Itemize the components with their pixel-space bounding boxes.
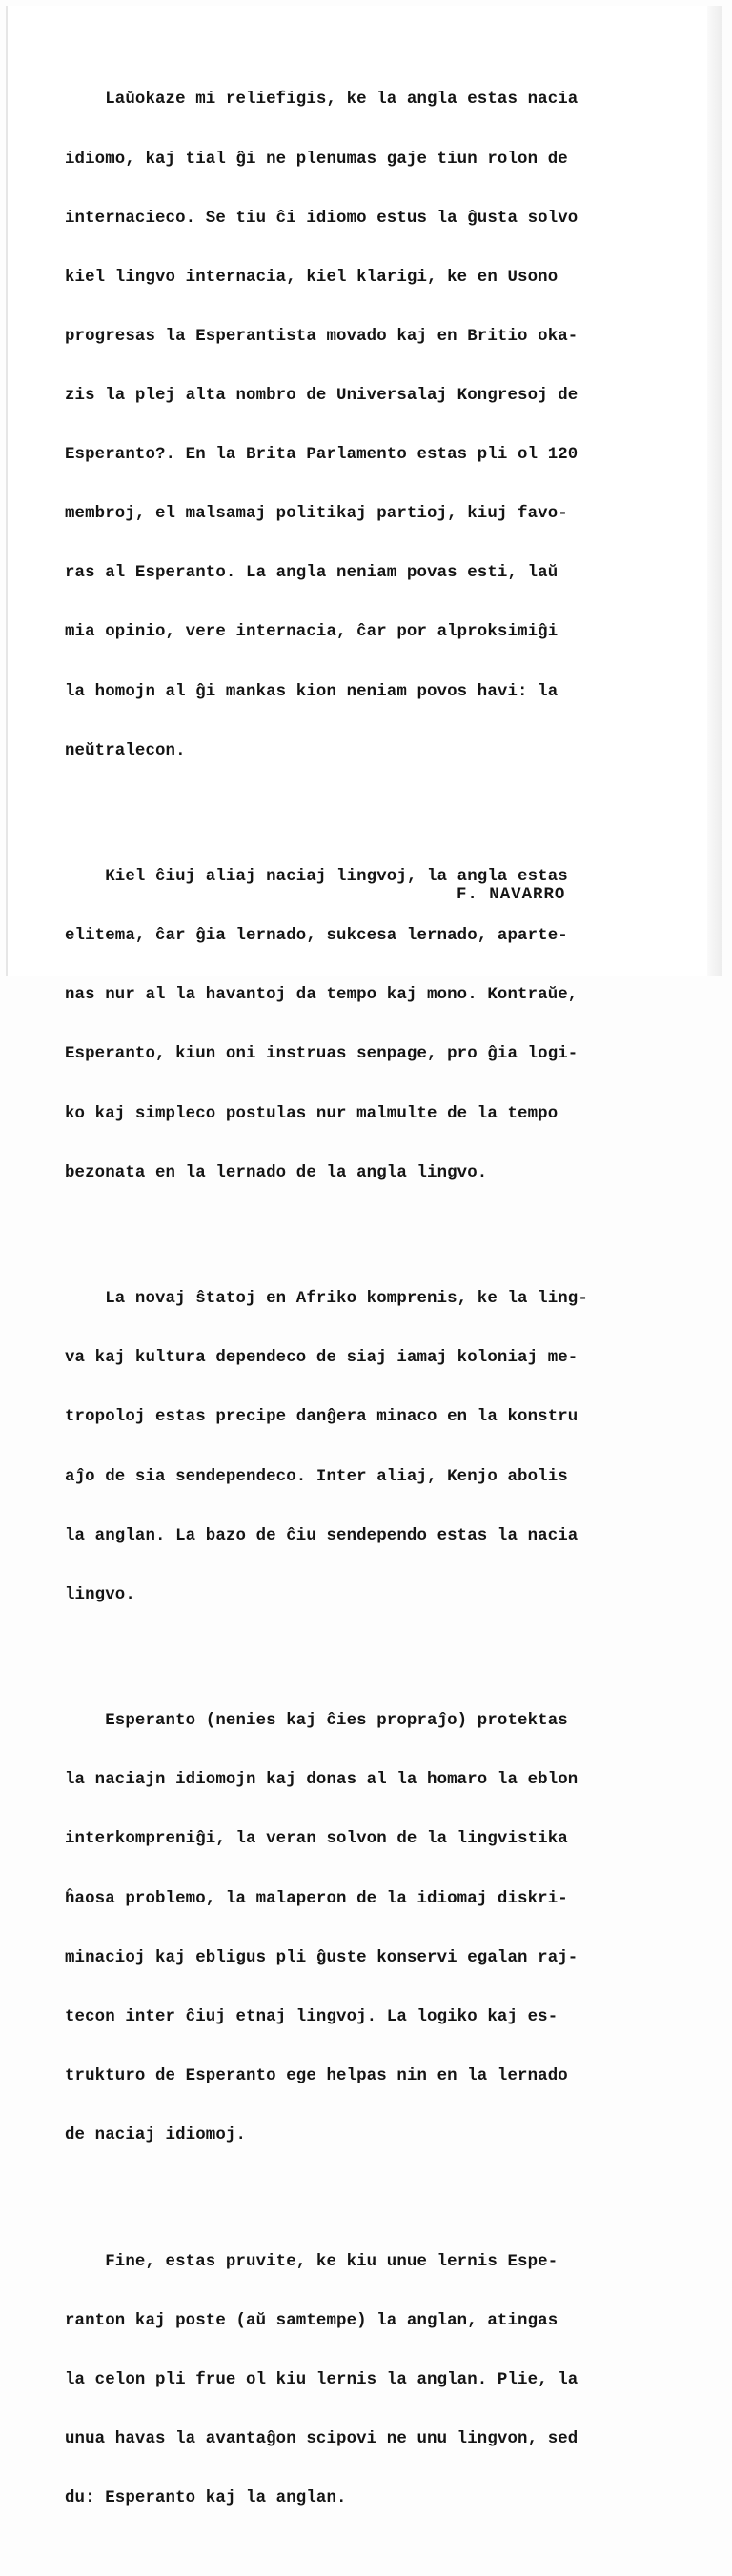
text-line: ranton kaj poste (aŭ samtempe) la anglan, atingas: [65, 2311, 559, 2330]
text-line: ras al Esperanto. La angla neniam povas esti, laŭ: [65, 564, 559, 583]
author-signature: F. NAVARRO: [457, 886, 566, 904]
text-line: kiel lingvo internacia, kiel klarigi, ke en Usono: [65, 268, 559, 287]
text-line: membroj, el malsamaj politikaj partioj, kiuj favo-: [65, 505, 568, 524]
text-line: progresas la Esperantista movado kaj en Britio oka-: [65, 327, 579, 346]
text-line: la homojn al ĝi mankas kion neniam povos havi: la: [65, 682, 559, 701]
article-body: [65, 51, 694, 2576]
text-line: la anglan. La bazo de ĉiu sendependo estas la nacia: [65, 1526, 579, 1545]
text-line: nas nur al la havantoj da tempo kaj mono. Kontraŭe,: [65, 986, 579, 1005]
text-line: ko kaj simpleco postulas nur malmulte de la tempo: [65, 1104, 559, 1123]
text-line: de naciaj idiomoj.: [65, 2126, 247, 2145]
paragraph-4: [65, 1673, 694, 2185]
paragraph-1: [65, 51, 694, 801]
paragraph-3: [65, 1251, 694, 1645]
text-line: Kiel ĉiuj aliaj naciaj lingvoj, la angla estas: [65, 868, 568, 887]
text-line: Laŭokaze mi reliefigis, ke la angla estas nacia: [65, 91, 579, 110]
text-line: du: Esperanto kaj la anglan.: [65, 2488, 347, 2507]
text-line: neŭtralecon.: [65, 741, 186, 760]
text-line: aĵo de sia sendependeco. Inter aliaj, Kenjo abolis: [65, 1467, 568, 1486]
document-page: [6, 6, 722, 2507]
text-line: mia opinio, vere internacia, ĉar por alproksimiĝi: [65, 623, 559, 642]
text-line: elitema, ĉar ĝia lernado, sukcesa lernado, aparte-: [65, 927, 568, 946]
text-line: Esperanto (nenies kaj ĉies propraĵo) protektas: [65, 1712, 568, 1731]
text-line: tecon inter ĉiuj etnaj lingvoj. La logiko kaj es-: [65, 2007, 559, 2026]
text-line: bezonata en la lernado de la angla lingvo.: [65, 1163, 488, 1182]
text-line: Esperanto, kiun oni instruas senpage, pro ĝia logi-: [65, 1045, 579, 1064]
text-line: trukturo de Esperanto ege helpas nin en la lernado: [65, 2066, 568, 2085]
paragraph-5: [65, 2213, 694, 2548]
text-line: Esperanto?. En la Brita Parlamento estas pli ol 120: [65, 446, 579, 465]
paragraph-2: [65, 829, 694, 1223]
text-line: zis la plej alta nombro de Universalaj Kongresoj de: [65, 386, 579, 405]
text-line: internacieco. Se tiu ĉi idiomo estus la ĝusta solvo: [65, 209, 579, 228]
text-line: Fine, estas pruvite, ke kiu unue lernis Espe-: [65, 2252, 559, 2271]
text-line: la naciajn idiomojn kaj donas al la homaro la eblon: [65, 1771, 579, 1790]
text-line: interkompreniĝi, la veran solvon de la lingvistika: [65, 1830, 568, 1849]
text-line: idiomo, kaj tial ĝi ne plenumas gaje tiun rolon de: [65, 150, 568, 169]
text-line: la celon pli frue ol kiu lernis la anglan. Plie, la: [65, 2370, 579, 2389]
text-line: tropoloj estas precipe danĝera minaco en la konstru: [65, 1408, 579, 1427]
text-line: La novaj ŝtatoj en Afriko komprenis, ke la ling-: [65, 1290, 588, 1309]
text-line: va kaj kultura dependeco de siaj iamaj koloniaj me-: [65, 1349, 579, 1368]
page-edge: [707, 6, 722, 976]
text-line: unua havas la avantaĝon scipovi ne unu lingvon, sed: [65, 2429, 579, 2448]
text-line: lingvo.: [65, 1585, 135, 1604]
text-line: minacioj kaj ebligus pli ĝuste konservi egalan raj-: [65, 1948, 579, 1967]
text-line: ĥaosa problemo, la malaperon de la idiomaj diskri-: [65, 1889, 568, 1908]
